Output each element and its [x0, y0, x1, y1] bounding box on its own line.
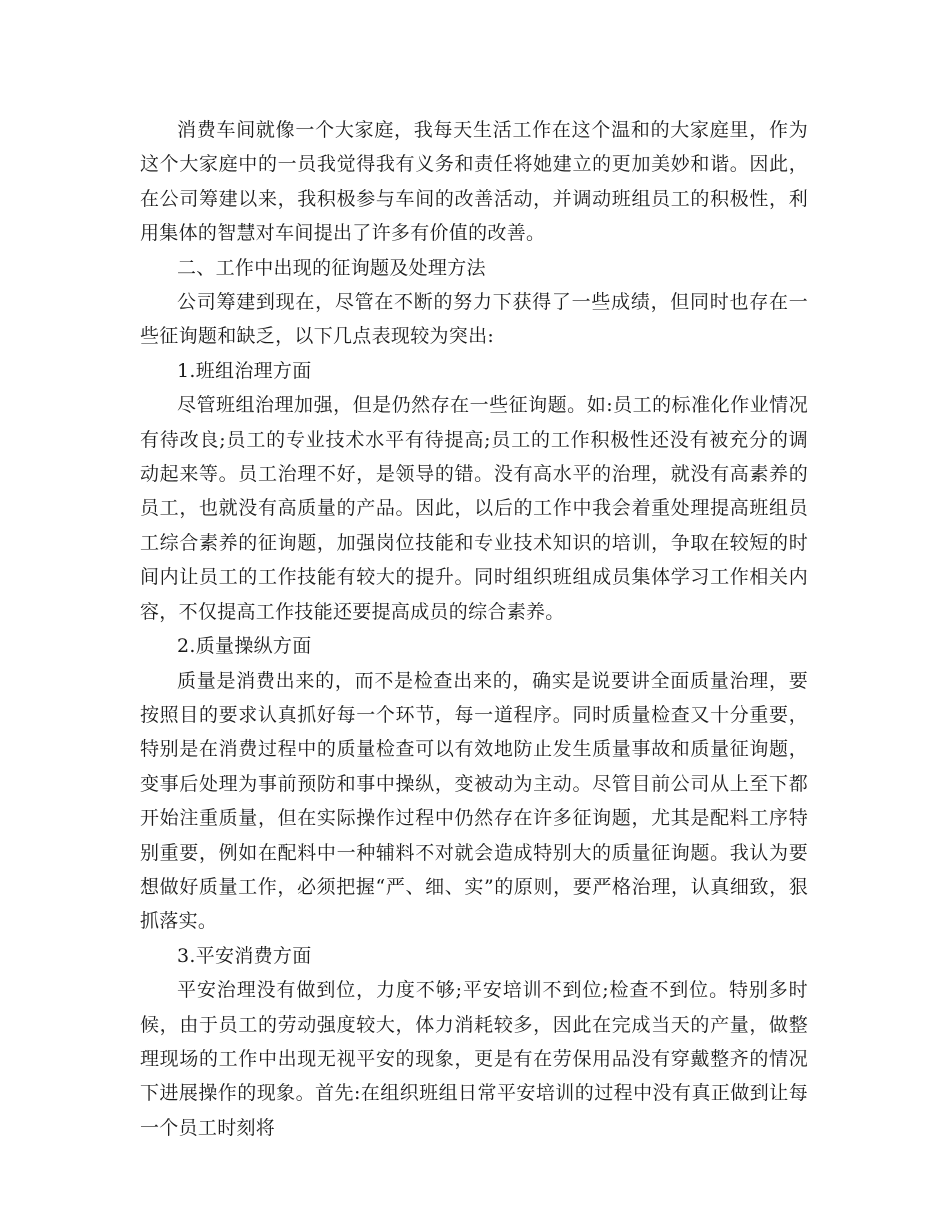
- paragraph-problems-intro: 公司筹建到现在，尽管在不断的努力下获得了一些成绩，但同时也存在一些征询题和缺乏，以下几点表现较为突出:: [140, 291, 808, 348]
- heading-team-management: 1.班组治理方面: [177, 359, 312, 382]
- heading-quality-control: 2.质量操纵方面: [177, 635, 312, 658]
- heading-safety-production: 3.平安消费方面: [177, 944, 312, 967]
- paragraph-team-management: 尽管班组治理加强，但是仍然存在一些征询题。如:员工的标准化作业情况有待改良;员工的专业技术水平有待提高;员工的工作积极性还没有被充分的调动起来等。员工治理不好，是领导的错。没有高水平的治理，就没有高素养的员工，也就没有高质量的产品。因此，以后的工作中我会着重处理提高班组员工综合素养的征询题，加强岗位技能和专业技术知识的培训，争取在较短的时间内让员工的工作技能有较大的提升。同时组织班组成员集体学习工作相关内容，不仅提高工作技能还要提高成员的综合素养。: [140, 394, 808, 623]
- paragraph-safety-production: 平安治理没有做到位，力度不够;平安培训不到位;检查不到位。特别多时候，由于员工的劳动强度较大，体力消耗较多，因此在完成当天的产量，做整理现场的工作中出现无视平安的现象，更是有在劳保用品没有穿戴整齐的情况下进展操作的现象。首先:在组织班组日常平安培训的过程中没有真正做到让每一个员工时刻将: [140, 979, 808, 1139]
- document-body: [140, 113, 808, 1145]
- paragraph-workshop-family: 消费车间就像一个大家庭，我每天生活工作在这个温和的大家庭里，作为这个大家庭中的一员我觉得我有义务和责任将她建立的更加美妙和谐。因此，在公司筹建以来，我积极参与车间的改善活动，并调动班组员工的积极性，利用集体的智慧对车间提出了许多有价值的改善。: [140, 119, 808, 245]
- heading-problems-and-solutions: 二、工作中出现的征询题及处理方法: [177, 256, 486, 279]
- paragraph-quality-control: 质量是消费出来的，而不是检查出来的，确实是说要讲全面质量治理，要按照目的要求认真抓好每一个环节，每一道程序。同时质量检查又十分重要，特别是在消费过程中的质量检查可以有效地防止发生质量事故和质量征询题，变事后处理为事前预防和事中操纵，变被动为主动。尽管目前公司从上至下都开始注重质量，但在实际操作过程中仍然存在许多征询题，尤其是配料工序特别重要，例如在配料中一种辅料不对就会造成特别大的质量征询题。我认为要想做好质量工作，必须把握“严、细、实”的原则，要严格治理，认真细致，狠抓落实。: [140, 669, 808, 933]
